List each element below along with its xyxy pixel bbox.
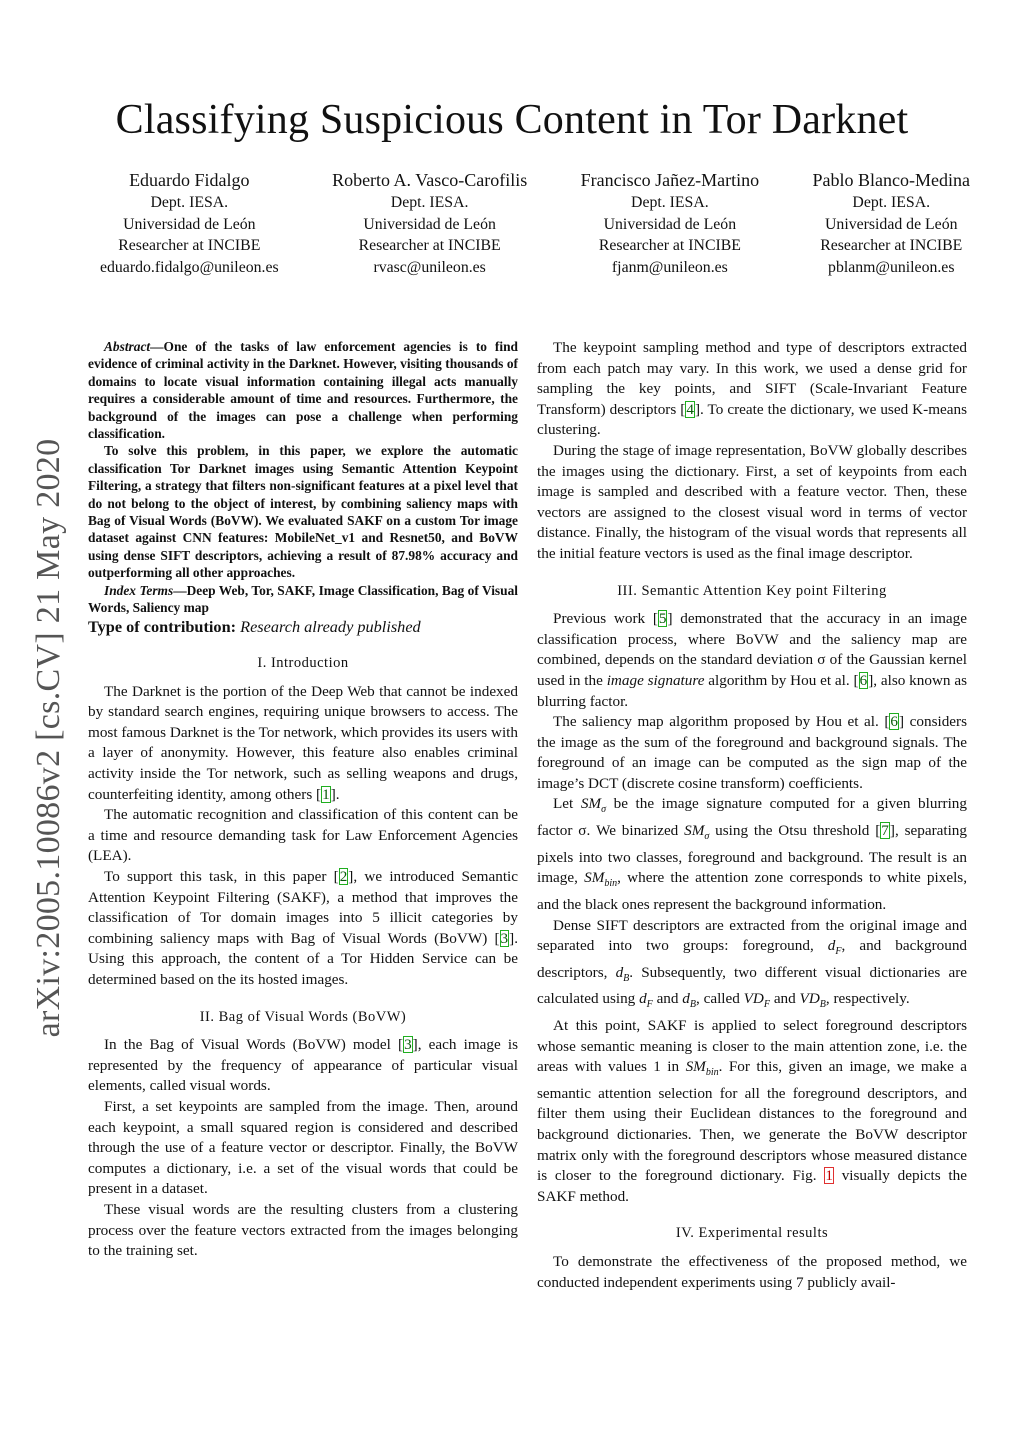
author-dept: Dept. IESA. — [852, 194, 931, 211]
intro-paragraph: To support this task, in this paper [2], we introduced Semantic Attention Keypoint Filtering (SAKF), a method that improves the classification of Tor domain images into 5 illicit categories by combining saliency maps with Bag of Visual Words (BoVW) [3]. Using this approach, the content of a Tor Hidden Service can be determined based on the its hosted images. — [88, 868, 519, 988]
citation-link[interactable]: 4 — [686, 400, 694, 418]
author-email: rvasc@unileon.es — [373, 258, 486, 276]
citation-link[interactable]: 2 — [339, 868, 348, 886]
sakf-paragraph: The saliency map algorithm proposed by Hou et al. [6] considers the image as the sum of the foreground and background signals. The foreground of an image can be computed as the sign map of the image’s DCT (discrete cosine transform) coefficients. — [537, 713, 967, 792]
citation-link[interactable]: 5 — [658, 610, 667, 628]
math-sm-bin: $SM_{bin}$ — [685, 1058, 719, 1079]
abstract-paragraph — [88, 338, 518, 442]
abstract-text: —One of the tasks of law enforcement agencies is to find evidence of criminal activity in the Darknet. However, visiting thousands of domains to locate visual information containing illegal acts manually requires a considerable amount of time and resources. Furthermore, the background of the images can pose a challenge when performing classification. — [88, 339, 518, 442]
bovw-paragraph: First, a set keypoints are sampled from the image. Then, around each keypoint, a small squared region is considered and described through the use of a feature vector or descriptor. Finally, the BoVW computes a dictionary, i.e. a set of the visual words that could be present in a dataset. — [88, 1097, 518, 1198]
citation-link[interactable]: 1 — [322, 785, 330, 803]
author-4 — [813, 168, 970, 278]
author-block — [100, 168, 970, 278]
contribution-type — [88, 617, 518, 638]
section-heading-sakf: III. Semantic Attention Key point Filtering — [617, 582, 887, 599]
author-1 — [100, 168, 279, 278]
arxiv-sidebar — [24, 408, 74, 1068]
sakf-paragraph: Previous work [5] demonstrated that the accuracy in an image classification process, where BoVW and the saliency map are combined, depends on the standard deviation σ of the Gaussian kernel used in the image signature algorithm by Hou et al. [6], also known as blurring factor. — [537, 610, 967, 710]
author-dept: Dept. IESA. — [631, 194, 709, 211]
contribution-value: Research already published — [240, 616, 421, 636]
author-dept: Dept. IESA. — [390, 194, 469, 211]
intro-paragraph: The Darknet is the portion of the Deep Web that cannot be indexed by standard search engines, requiring unique browsers to access. The most famous Darknet is the Tor network, which provides its users with a layer of anonymity. However, this feature also enables criminal activity inside the Tor network, such as selling weapons and drugs, counterfeiting identity, among others [1]. — [88, 682, 518, 803]
math-d-f: $d_F$ — [827, 937, 842, 958]
index-terms-label: Index Terms — [104, 582, 174, 598]
abstract — [88, 338, 518, 617]
abstract-paragraph: To solve this problem, in this paper, we explore the automatic classification Tor Darknet images using Semantic Attention Keypoint Filtering, a strategy that filters non-significant features at a pixel level that do not belong to the object of interest, by combining saliency maps with Bag of Visual Words (BoVW). We evaluated SAKF on a custom Tor image dataset against CNN features: MobileNet_v1 and Resnet50, and BoVW using dense SIFT descriptors, achieving a result of 87.98% accuracy and outperforming all other approaches. — [88, 443, 518, 581]
author-role: Researcher at INCIBE — [118, 237, 261, 254]
bovw-paragraph: The keypoint sampling method and type of descriptors extracted from each patch may vary. In this work, we used a dense grid for sampling the key points, and SIFT (Scale-Invariant Feature Transform) descriptors [4]. To create the dictionary, we used K-means clustering. — [537, 339, 967, 439]
section-heading-bovw: II. Bag of Visual Words (BoVW) — [199, 1008, 407, 1025]
section-heading-introduction: I. Introduction — [257, 655, 349, 672]
contribution-label: Type of contribution: — [88, 616, 237, 636]
author-university: Universidad de León — [603, 215, 737, 233]
bovw-paragraph: These visual words are the resulting clusters from a clustering process over the feature vectors extracted from the images belonging to the training set. — [88, 1200, 518, 1260]
author-2 — [332, 168, 527, 278]
paper-title: Classifying Suspicious Content in Tor Darknet — [115, 97, 909, 143]
author-email: pblanm@unileon.es — [828, 258, 955, 276]
author-name: Eduardo Fidalgo — [129, 170, 250, 190]
author-name: Francisco Jañez-Martino — [580, 170, 760, 190]
citation-link[interactable]: 3 — [404, 1036, 412, 1054]
author-name: Pablo Blanco-Medina — [812, 170, 970, 190]
bovw-paragraph: In the Bag of Visual Words (BoVW) model [3], each image is represented by the frequency of appearance of particular visual elements, called visual words. — [88, 1036, 519, 1095]
arxiv-identifier: arXiv:2005.10086v2 [cs.CV] 21 May 2020 — [30, 438, 67, 1038]
sakf-paragraph: At this point, SAKF is applied to select foreground descriptors whose semantic meaning is closer to the main attention zone, i.e. the areas with values 1 in $SM_{bin}$. For this, given an image, we make a semantic attention selection for all the foreground descriptors, and filter them using their Euclidean distances to the foreground and background dictionaries. Then, we generate the BoVW descriptor matrix only with the foreground descriptors whose measured distance is closer to the foreground dictionary. Fig. 1 visually depicts the SAKF method. — [537, 1017, 967, 1205]
author-dept: Dept. IESA. — [150, 194, 229, 211]
exp-paragraph: To demonstrate the effectiveness of the proposed method, we conducted independent experiments using 7 publicly avail- — [537, 1252, 967, 1291]
bovw-paragraph: During the stage of image representation, BoVW globally describes the images using the dictionary. First, a set of keypoints from each image is sampled and described with a feature vector. Then, these vectors are assigned to the closest visual word in terms of vector distance. Finally, the histogram of the visual words that represents all the initial feature vectors is used as the final image descriptor. — [537, 441, 967, 562]
author-university: Universidad de León — [123, 215, 256, 233]
author-3 — [581, 168, 759, 278]
math-sm-sigma: $SM_\sigma$ — [580, 795, 607, 816]
citation-link[interactable]: 3 — [500, 929, 509, 947]
citation-link[interactable]: 6 — [859, 671, 868, 689]
author-university: Universidad de León — [825, 215, 958, 233]
author-university: Universidad de León — [363, 215, 496, 233]
math-sm-sigma: $SM_\sigma$ — [684, 822, 710, 843]
citation-link[interactable]: 6 — [890, 713, 899, 731]
intro-paragraph: The automatic recognition and classification of this content can be a time and resource demanding task for Law Enforcement Agencies (LEA). — [88, 806, 518, 865]
author-role: Researcher at INCIBE — [820, 237, 963, 254]
math-sm-bin: $SM_{bin}$ — [584, 869, 618, 890]
figure-link[interactable]: 1 — [825, 1167, 833, 1185]
sakf-paragraph: Let $SM_\sigma$ be the image signature computed for a given blurring factor σ. We binarized $SM_\sigma$ using the Otsu threshold [7], separating pixels into two classes, foreground and background. The result is an image, $SM_{bin}$, where the attention zone corresponds to white pixels, and the black ones represent the background information. — [537, 795, 968, 913]
section-heading-experimental: IV. Experimental results — [675, 1225, 829, 1242]
index-terms-text: —Deep Web, Tor, SAKF, Image Classification, Bag of Visual Words, Saliency map — [88, 582, 518, 616]
citation-link[interactable]: 7 — [881, 822, 889, 840]
left-column — [88, 338, 518, 1262]
abstract-label: Abstract — [104, 339, 151, 354]
author-role: Researcher at INCIBE — [598, 237, 741, 254]
index-terms — [88, 582, 518, 617]
right-column — [537, 338, 967, 1293]
math-d-f: $d_F$ — [639, 990, 653, 1011]
sakf-paragraph: Dense SIFT descriptors are extracted from the original image and separated into two groups: foreground, $d_F$, and background descriptors, $d_B$. Subsequently, two different visual dictionaries are calculated using $d_F$ and $d_B$, called $VD_F$ and $VD_B$, respectively. — [537, 916, 968, 1011]
author-role: Researcher at INCIBE — [358, 237, 501, 254]
author-email: fjanm@unileon.es — [611, 258, 728, 276]
author-name: Roberto A. Vasco-Carofilis — [332, 170, 528, 190]
math-vd-f: $VD_F$ — [743, 990, 771, 1011]
math-d-b: $d_B$ — [682, 990, 696, 1011]
author-email: eduardo.fidalgo@unileon.es — [100, 258, 279, 276]
math-d-b: $d_B$ — [615, 963, 630, 984]
math-vd-b: $VD_B$ — [799, 990, 826, 1011]
